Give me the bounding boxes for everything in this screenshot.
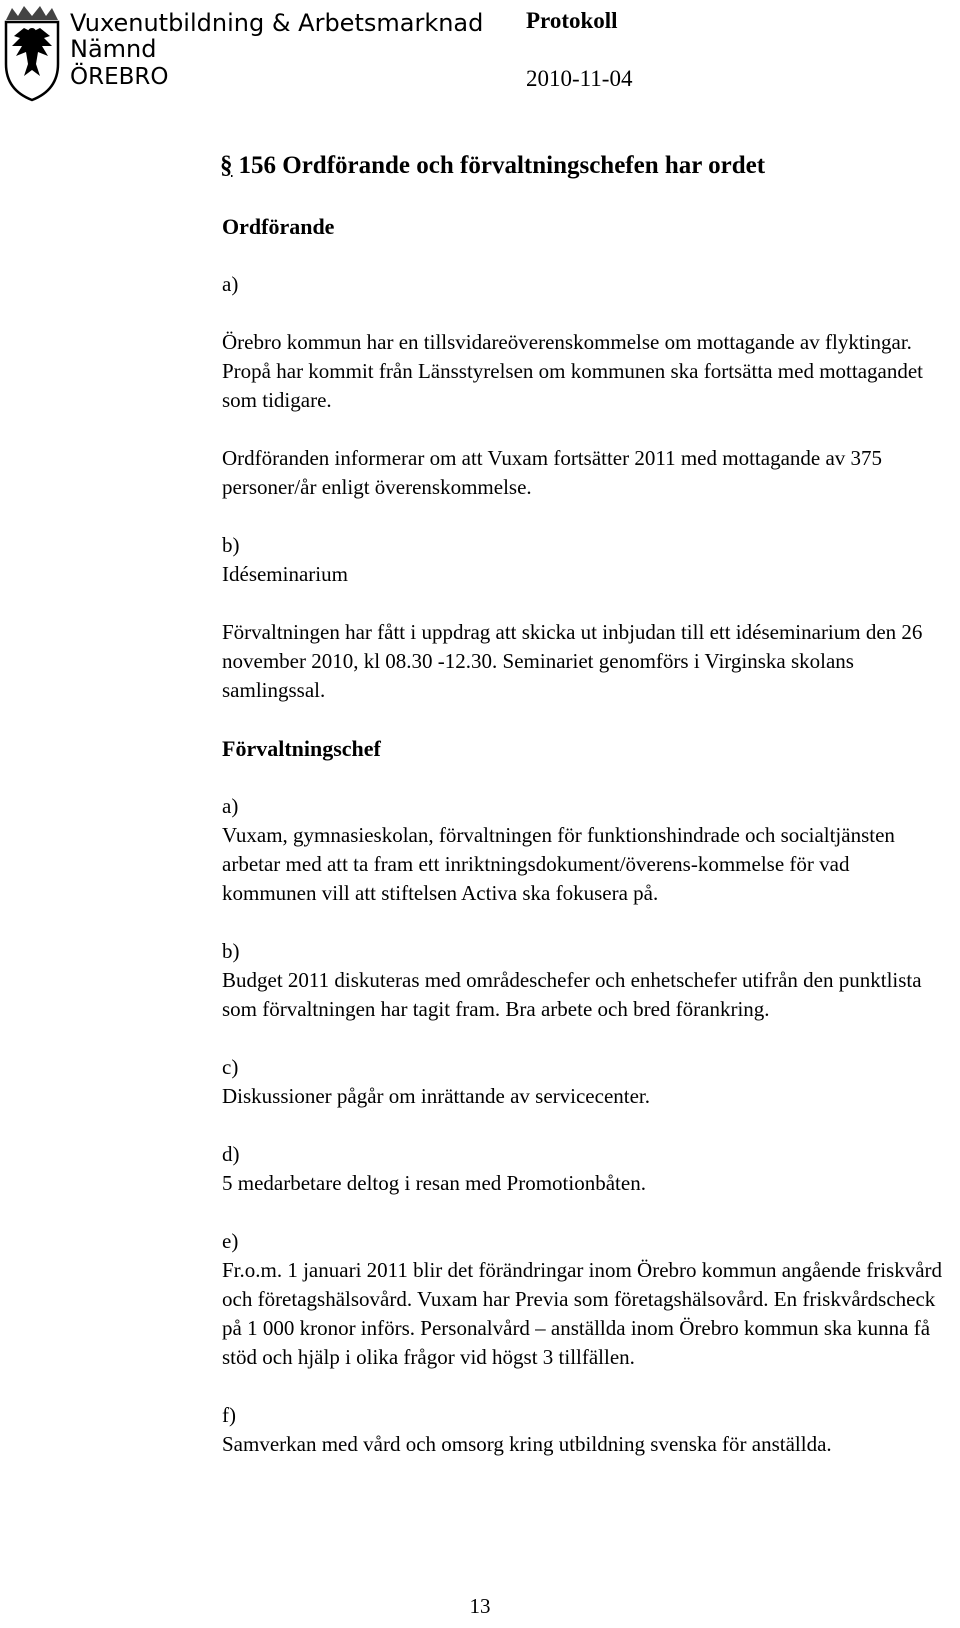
chef-item-text: Budget 2011 diskuteras med områdeschefer och enhetschefer utifrån den punktlista som förvaltningen har tagit fram. Bra arbete och bred förankring. — [222, 968, 922, 1021]
ordforande-a-text-2: Ordföranden informerar om att Vuxam fortsätter 2011 med mottagande av 375 personer/år enligt överenskommelse. — [222, 446, 883, 499]
ordforande-a-text-1: Örebro kommun har en tillsvidareöverenskommelse om mottagande av flyktingar. Propå har kommit från Länsstyrelsen om kommunen ska fortsätta med mottagandet som tidigare. — [222, 330, 923, 412]
org-line-2: Nämnd — [70, 35, 157, 63]
section-title: 156 Ordförande och förvaltningschefen har ordet — [238, 152, 766, 179]
forvaltningschef-heading: Förvaltningschef — [222, 736, 381, 761]
chef-item-text: Diskussioner pågår om inrättande av servicecenter. — [222, 1084, 651, 1108]
organization-name — [70, 10, 483, 90]
chef-item-label: c) — [222, 1055, 239, 1079]
page-number: 13 — [469, 1594, 491, 1618]
ordforande-heading: Ordförande — [222, 214, 335, 239]
chef-item-text: Samverkan med vård och omsorg kring utbildning svenska för anställda. — [222, 1432, 832, 1456]
chef-item-label: a) — [222, 794, 239, 818]
ordforande-b-label: b) — [222, 533, 240, 557]
section-heading — [220, 150, 944, 182]
chef-item-label: f) — [222, 1403, 236, 1427]
document-type: Protokoll — [526, 8, 618, 33]
ordforande-b-text: Förvaltningen har fått i uppdrag att skicka ut inbjudan till ett idéseminarium den 26 november 2010, kl 08.30 -12.30. Seminariet genomförs i Virginska skolans samlingssal. — [222, 620, 923, 702]
paragraph-mark: § — [220, 152, 233, 179]
protocol-body — [222, 150, 944, 1459]
chef-item-label: b) — [222, 939, 240, 963]
document-date: 2010-11-04 — [526, 66, 633, 91]
org-city: ÖREBRO — [70, 64, 169, 90]
ordforande-a-label: a) — [222, 272, 239, 296]
ordforande-b-title: Idéseminarium — [222, 562, 348, 586]
chef-item-text: Fr.o.m. 1 januari 2011 blir det förändringar inom Örebro kommun angående friskvård och företagshälsovård. Vuxam har Previa som företagshälsovård. En friskvårdscheck på 1 000 kronor införs. Personalvård – anställda inom Örebro kommun ska kunna få stöd och hjälp i olika frågor vid högst 3 tillfällen. — [222, 1258, 943, 1369]
chef-item-label: e) — [222, 1229, 239, 1253]
chef-item-text: Vuxam, gymnasieskolan, förvaltningen för funktionshindrade och socialtjänsten arbetar med att ta fram ett inriktningsdokument/överens-kommelse för vad kommunen vill att stiftelsen Activa ska fokusera på. — [222, 823, 895, 905]
chef-item-label: d) — [222, 1142, 240, 1166]
chef-item-text: 5 medarbetare deltog i resan med Promotionbåten. — [222, 1171, 646, 1195]
orebro-coat-of-arms-logo — [2, 2, 62, 102]
org-line-1: Vuxenutbildning & Arbetsmarknad — [70, 9, 484, 37]
